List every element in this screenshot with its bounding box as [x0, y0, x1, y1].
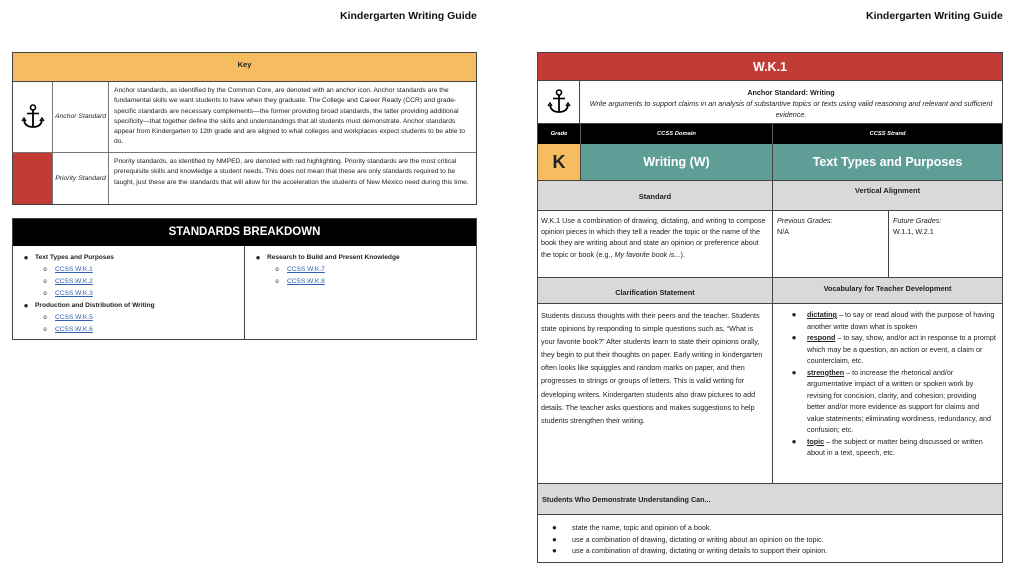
understanding-item: ● use a combination of drawing, dictating or writing details to support their opinion.: [552, 546, 828, 556]
breakdown-sub-item: o CCSS.W.K.2: [17, 276, 240, 288]
standard-title: W.K.1: [538, 53, 1002, 81]
vocab-item: ● respond – to say, show, and/or act in response to a prompt which may be a question, an action or event, a claim or counterclaim, etc.: [791, 333, 996, 365]
breakdown-sub-item: o CCSS.W.K.6: [17, 324, 240, 336]
vocabulary-header: Vocabulary for Teacher Development: [823, 284, 952, 293]
standard-row: [538, 211, 1002, 278]
understanding-header: Students Who Demonstrate Understanding Can...: [538, 484, 1002, 515]
strand-value: Text Types and Purposes: [773, 144, 1002, 180]
strand-label: CCSS Strand: [869, 131, 906, 137]
standard-link-wk7[interactable]: CCSS.W.K.7: [287, 266, 325, 273]
vocab-item: ● topic – the subject or matter being discussed or written about in a text, speech, etc.: [791, 436, 983, 457]
anchor-icon: [538, 81, 580, 123]
standards-breakdown: [12, 218, 477, 340]
domain-value: Writing (W): [581, 144, 773, 180]
key-header: Key: [13, 53, 476, 82]
key-desc-anchor: Anchor standards, as identified by the Common Core, are denoted with an anchor icon. Anchor standards are the fundamental skills we want students to have when they graduate. The College and Career Ready (CCR) and grade-specific standards are necessary complements—the former providing broad standards, the latter providing additional specificity—that together define the skills and understandings that all students must demonstrate. Anchor standards appear from Kindergarten to 12th grade and are aligned to what colleges and workplaces expect students to be able to do.: [114, 87, 465, 146]
grade-label: Grade: [538, 124, 581, 144]
standard-link-wk2[interactable]: CCSS.W.K.2: [55, 278, 93, 285]
standard-header-row: [538, 181, 1002, 211]
previous-grades: Previous Grades: N/A: [773, 211, 889, 277]
breakdown-sub-item: o CCSS.W.K.5: [17, 312, 240, 324]
future-grades: Future Grades: W.1.1, W.2.1: [893, 216, 942, 236]
standard-link-wk1[interactable]: CCSS.W.K.1: [55, 266, 93, 273]
key-desc-priority: Priority standards, as identified by NMPED, are denoted with red highlighting. Priority standards are the most critical prerequisite skills and knowledge a student needs. This does not mean that these are only standards required to be taught, just these are the standards that will allow for the acceleration the students of New Mexico need during this time.: [114, 158, 469, 186]
breakdown-sub-item: o CCSS.W.K.7: [249, 264, 472, 276]
breakdown-sub-item: o CCSS.W.K.1: [17, 264, 240, 276]
page-title-right: Kindergarten Writing Guide: [866, 10, 1003, 22]
anchor-standard-label: Anchor Standard: Writing: [747, 88, 835, 97]
key-row-priority: [13, 153, 476, 204]
standard-header: Standard: [538, 181, 773, 210]
standard-link-wk3[interactable]: CCSS.W.K.3: [55, 290, 93, 297]
breakdown-header: STANDARDS BREAKDOWN: [13, 219, 476, 246]
domain-row: [538, 144, 1002, 181]
key-table: [12, 52, 477, 205]
vocab-item: ● dictating – to say or read aloud with the purpose of having another write down what is spoken: [791, 310, 995, 331]
breakdown-left-column: [13, 246, 245, 339]
standard-link-wk6[interactable]: CCSS.W.K.6: [55, 326, 93, 333]
column-label-row: [538, 124, 1002, 144]
breakdown-right-column: [245, 246, 476, 339]
standard-panel: [537, 52, 1003, 563]
grade-value: K: [538, 144, 581, 180]
breakdown-topic: ● Text Types and Purposes: [23, 253, 114, 262]
understanding-list: [538, 515, 1002, 557]
key-label-anchor: Anchor Standard: [53, 82, 109, 152]
standard-text: W.K.1 Use a combination of drawing, dictating, and writing to compose opinion pieces in which they tell a reader the topic or the name of the book they are writing about and state an opinion or preference about the topic or book (e.g., My favorite book is...).: [538, 211, 773, 277]
breakdown-topic: ● Research to Build and Present Knowledge: [255, 253, 400, 262]
breakdown-sub-item: o CCSS.W.K.3: [17, 288, 240, 300]
domain-label: CCSS Domain: [581, 124, 773, 144]
clarification-header-row: [538, 278, 1002, 304]
vocabulary-list: [773, 304, 1002, 483]
anchor-standard-text: [580, 81, 1002, 123]
breakdown-topic: ● Production and Distribution of Writing: [23, 301, 155, 310]
standard-link-wk8[interactable]: CCSS.W.K.8: [287, 278, 325, 285]
clarification-text: Students discuss thoughts with their peers and the teacher. Students state opinions by responding to simple questions such as, “What is your favorite book?” After students learn to state their opinions orally, they begin to put their thoughts on paper. Early writing in kindergarten often looks like squiggles and random marks on paper, and then progresses to strings or groups of letters. This is valid writing for developing writers. Kindergarten students also draw pictures to add details. The teacher asks questions and makes suggestions to help students strengthen their writing.: [538, 304, 773, 483]
vertical-alignment-header: Vertical Alignment: [854, 186, 921, 195]
understanding-item: ● state the name, topic and opinion of a book.: [552, 523, 712, 532]
understanding-item: ● use a combination of drawing, dictating or writing about an opinion on the topic.: [552, 534, 824, 544]
vocab-item: ● strengthen – to increase the rhetorical and/or argumentative impact of a written or spoken work by revising for concision, clarity, and cohesion; providing better and/or more evidence as support for claims and value statements; eliminating wordiness, redundancy, and confusion; etc.: [791, 367, 992, 434]
key-label-priority: Priority Standard: [53, 153, 109, 204]
standard-link-wk5[interactable]: CCSS.W.K.5: [55, 314, 93, 321]
priority-red-swatch: [13, 153, 53, 204]
key-row-anchor: [13, 82, 476, 153]
clarification-row: [538, 304, 1002, 484]
page-title-left: Kindergarten Writing Guide: [340, 10, 477, 22]
anchor-standard-body: Write arguments to support claims in an analysis of substantive topics or texts using valid reasoning and relevant and sufficient evidence.: [589, 99, 993, 119]
clarification-header: Clarification Statement: [538, 278, 773, 303]
anchor-icon: [13, 82, 53, 152]
breakdown-sub-item: o CCSS.W.K.8: [249, 276, 472, 288]
anchor-standard-row: [538, 81, 1002, 124]
